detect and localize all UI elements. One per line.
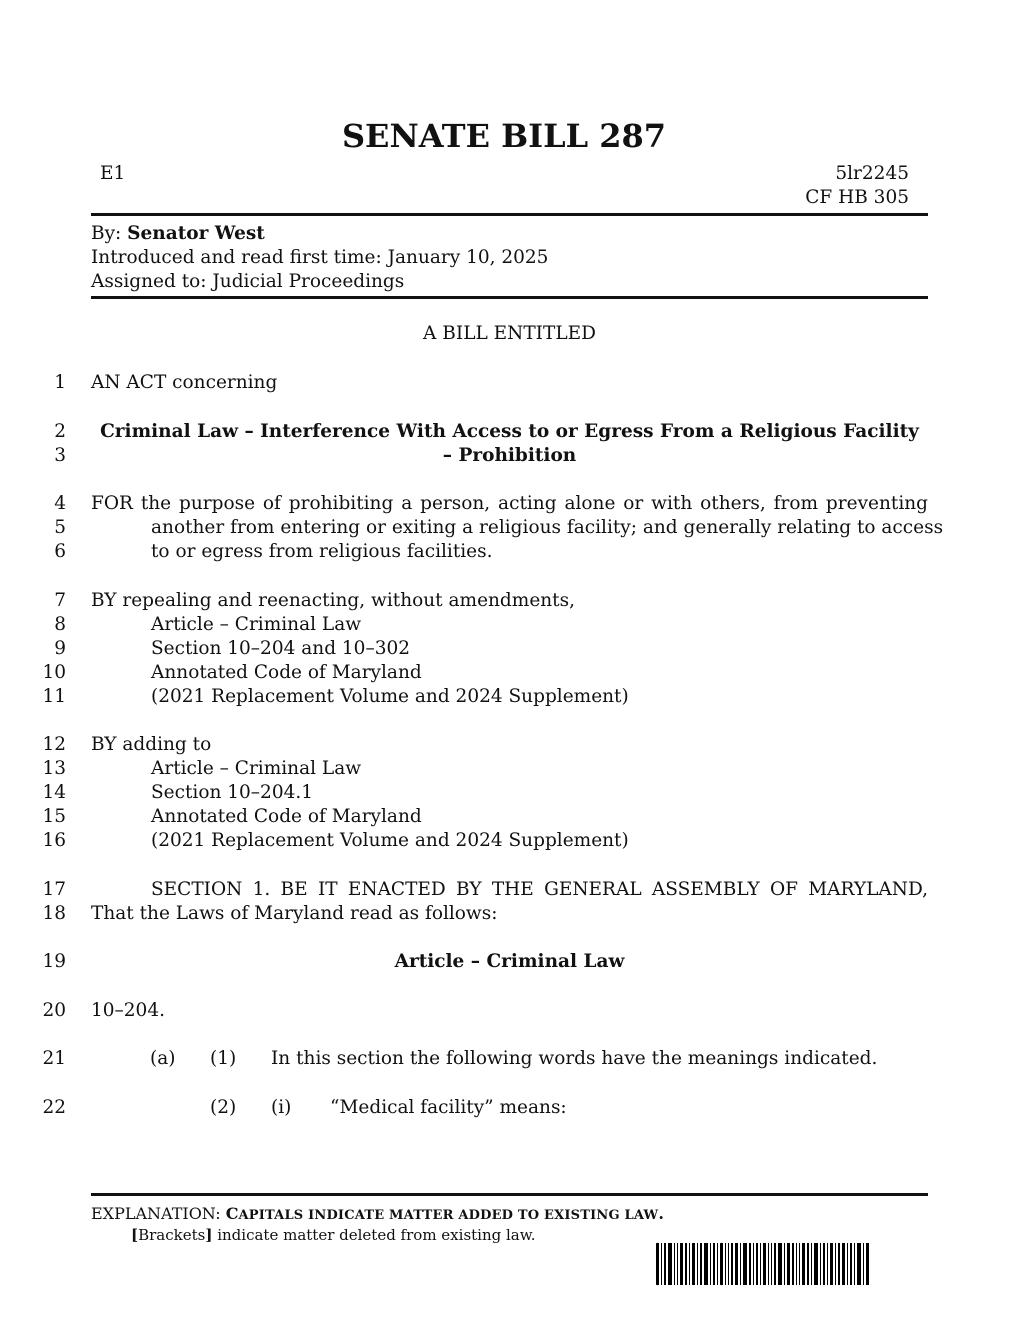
assigned-line: Assigned to: Judicial Proceedings bbox=[91, 271, 405, 292]
article-ref: Article – Criminal Law bbox=[151, 614, 362, 635]
repealing-line: BY repealing and reenacting, without amendments, bbox=[91, 590, 575, 611]
bracket-open: [ bbox=[131, 1226, 139, 1244]
purpose-line-3: to or egress from religious facilities. bbox=[151, 541, 493, 562]
bill-title: SENATE BILL 287 bbox=[341, 117, 667, 155]
line-number: 15 bbox=[42, 806, 66, 827]
lr-number: 5lr2245 bbox=[835, 163, 909, 184]
bill-caption-line-1: Criminal Law – Interference With Access to or Egress From a Religious Facility bbox=[100, 421, 919, 442]
code-ref: Annotated Code of Maryland bbox=[151, 806, 422, 827]
line-number: 13 bbox=[42, 758, 66, 779]
line-number: 14 bbox=[42, 782, 66, 803]
enacting-clause-line-1: SECTION 1. BE IT ENACTED BY THE GENERAL ASSEMBLY OF MARYLAND, bbox=[151, 879, 928, 900]
sponsor-name: Senator West bbox=[127, 223, 265, 244]
cross-file: CF HB 305 bbox=[805, 187, 909, 208]
line-number: 6 bbox=[54, 541, 66, 562]
bill-entitled: A BILL ENTITLED bbox=[423, 323, 596, 344]
definitions-intro: In this section the following words have the meanings indicated. bbox=[271, 1048, 878, 1069]
line-number: 8 bbox=[54, 614, 66, 635]
line-number: 10 bbox=[42, 662, 66, 683]
subsection-a: (a) bbox=[150, 1048, 176, 1069]
act-concerning: AN ACT concerning bbox=[91, 372, 278, 393]
capitals-initial: C bbox=[225, 1204, 239, 1223]
line-number: 7 bbox=[54, 590, 66, 611]
enacting-clause-line-2: That the Laws of Maryland read as follows: bbox=[91, 903, 498, 924]
line-number: 12 bbox=[42, 734, 66, 755]
line-number: 11 bbox=[42, 686, 66, 707]
sponsor-label: By: bbox=[91, 223, 128, 244]
line-number: 5 bbox=[54, 517, 66, 538]
explanation-line bbox=[91, 1204, 664, 1226]
line-number: 18 bbox=[42, 903, 66, 924]
volume-ref: (2021 Replacement Volume and 2024 Supplement) bbox=[151, 686, 629, 707]
explanation-label: EXPLANATION: bbox=[91, 1204, 226, 1223]
line-number: 4 bbox=[54, 493, 66, 514]
brackets-note: indicate matter deleted from existing law. bbox=[212, 1226, 536, 1244]
barcode-image bbox=[656, 1243, 906, 1285]
code-ref: Annotated Code of Maryland bbox=[151, 662, 422, 683]
line-number: 1 bbox=[54, 372, 66, 393]
header-rule-bottom bbox=[91, 296, 928, 299]
line-number: 3 bbox=[54, 445, 66, 466]
section-ref: Section 10–204 and 10–302 bbox=[151, 638, 411, 659]
section-ref: Section 10–204.1 bbox=[151, 782, 314, 803]
adding-line: BY adding to bbox=[91, 734, 212, 755]
bill-caption-line-2: – Prohibition bbox=[442, 445, 577, 466]
purpose-line-2: another from entering or exiting a religious facility; and generally relating to access bbox=[151, 517, 944, 538]
article-heading: Article – Criminal Law bbox=[394, 951, 625, 972]
header-rule-top bbox=[91, 213, 928, 216]
introduced-line: Introduced and read first time: January 10, 2025 bbox=[91, 247, 549, 268]
footer-rule bbox=[91, 1193, 928, 1196]
article-ref: Article – Criminal Law bbox=[151, 758, 362, 779]
sponsor-line bbox=[91, 222, 265, 246]
brackets-word: Brackets bbox=[138, 1226, 206, 1244]
line-number: 9 bbox=[54, 638, 66, 659]
line-number: 16 bbox=[42, 830, 66, 851]
bracket-close: ] bbox=[205, 1226, 213, 1244]
subject-code: E1 bbox=[100, 163, 126, 184]
paragraph-2: (2) bbox=[210, 1097, 237, 1118]
line-number: 2 bbox=[54, 421, 66, 442]
item-i: (i) bbox=[271, 1097, 292, 1118]
line-number: 20 bbox=[42, 1000, 66, 1021]
medical-facility-definition: “Medical facility” means: bbox=[330, 1097, 567, 1118]
line-number: 22 bbox=[42, 1097, 66, 1118]
brackets-line bbox=[131, 1225, 536, 1245]
capitals-note: APITALS INDICATE MATTER ADDED TO EXISTING LAW bbox=[238, 1208, 659, 1223]
volume-ref: (2021 Replacement Volume and 2024 Supplement) bbox=[151, 830, 629, 851]
capitals-period: . bbox=[658, 1204, 664, 1223]
line-number: 21 bbox=[42, 1048, 66, 1069]
line-number: 17 bbox=[42, 879, 66, 900]
line-number: 19 bbox=[42, 951, 66, 972]
purpose-line-1: FOR the purpose of prohibiting a person, acting alone or with others, from preventing bbox=[91, 493, 928, 514]
paragraph-1: (1) bbox=[210, 1048, 237, 1069]
section-number: 10–204. bbox=[91, 1000, 165, 1021]
